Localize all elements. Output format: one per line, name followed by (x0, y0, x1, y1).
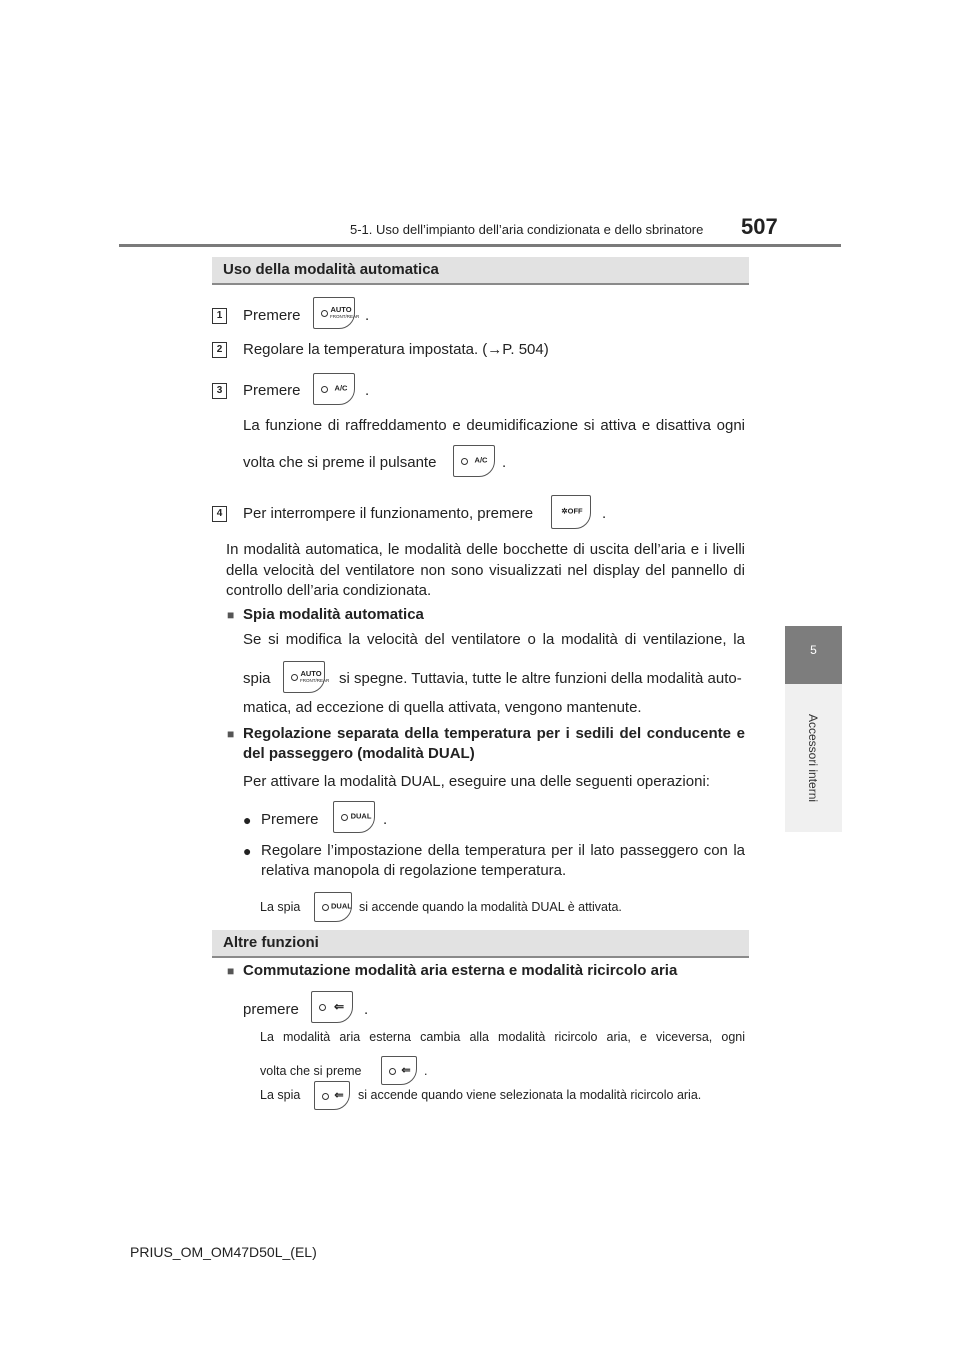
ac-button-icon (313, 373, 355, 405)
step-4-text: Per interrompere il funzionamento, premere (243, 505, 534, 522)
auto-button-sublabel: FRONT/REAR (330, 313, 360, 319)
recirculation-button-icon (314, 1081, 350, 1110)
square-bullet-icon: ■ (227, 727, 235, 741)
chapter-number: 5 (810, 643, 817, 657)
step-3-note-line-2: volta che si preme il pulsante (243, 454, 437, 471)
auto-button-label: AUTO (330, 304, 352, 314)
bullet-1-tail: . (383, 811, 388, 828)
step-4-tail: . (602, 505, 607, 522)
step-3-note-tail: . (502, 454, 507, 471)
recirc-note-line-3-pre: La spia (260, 1088, 301, 1102)
step-1-text: Premere (243, 307, 301, 324)
auto-para-line-1: In modalità automatica, le modalità delle bocchette di uscita dell’aria e i livelli (226, 541, 745, 558)
step-2-text: Regolare la temperatura impostata. (→P. 504) (243, 341, 549, 358)
step-3-tail: . (365, 382, 370, 399)
ac-button-label: A/C (474, 455, 488, 465)
auto-button-icon (313, 297, 360, 329)
section-heading-auto-mode (212, 257, 749, 285)
auto-button-sublabel: FRONT/REAR (300, 677, 330, 683)
recirculation-icon: ⇐ (334, 1089, 344, 1102)
step-3-note-line-1: La funzione di raffreddamento e deumidificazione si attiva e disattiva ogni (243, 417, 745, 434)
step-number-1: 1 (212, 308, 227, 324)
auto-para-line-2: della velocità del ventilatore non sono visualizzati nel display del pannello di (226, 562, 745, 579)
running-header: 5-1. Uso dell’impianto dell’aria condizionata e dello sbrinatore (350, 222, 704, 237)
recirc-note-line-2: volta che si preme (260, 1064, 362, 1078)
chapter-label: Accessori interni (806, 714, 820, 803)
header-rule (119, 244, 841, 247)
sub1-line-2-post: si spegne. Tuttavia, tutte le altre funzioni della modalità auto- (339, 670, 742, 687)
round-bullet-icon: ● (243, 812, 252, 828)
sub1-line-1: Se si modifica la velocità del ventilatore o la modalità di ventilazione, la (243, 631, 745, 648)
recirculation-button-icon (381, 1056, 417, 1085)
dual-note-post: si accende quando la modalità DUAL è attivata. (359, 900, 622, 914)
square-bullet-icon: ■ (227, 608, 235, 622)
auto-button-icon (283, 661, 330, 693)
sub2-heading-line-1: Regolazione separata della temperatura per i sedili del conducente e (243, 725, 745, 742)
auto-para-line-3: controllo dell’aria condizionata. (226, 582, 432, 599)
step-number-4: 4 (212, 506, 227, 522)
bullet-2-line-2: relativa manopola di regolazione temperatura. (261, 862, 567, 879)
recirc-note-line-1: La modalità aria esterna cambia alla modalità ricircolo aria, e viceversa, ogni (260, 1030, 745, 1044)
bullet-1-text: Premere (261, 811, 319, 828)
ac-button-icon (453, 445, 495, 477)
dual-note-pre: La spia (260, 900, 301, 914)
recirculation-icon: ⇐ (333, 999, 345, 1014)
off-button-icon (551, 495, 591, 529)
sub1-line-3: matica, ad eccezione di quella attivata, vengono mantenute. (243, 699, 642, 716)
ac-button-label: A/C (334, 383, 348, 393)
recirc-action-tail: . (364, 1001, 369, 1018)
sub-heading-recirc: Commutazione modalità aria esterna e modalità ricircolo aria (243, 962, 678, 979)
bullet-2-line-1: Regolare l’impostazione della temperatura per il lato passeggero con la (261, 842, 745, 859)
dual-button-icon (314, 892, 352, 922)
recirc-note-line-2-tail: . (424, 1064, 428, 1078)
dual-button-icon (333, 801, 375, 833)
section-heading-other-functions (212, 930, 749, 958)
section-title: Altre funzioni (223, 934, 319, 951)
step-number-2: 2 (212, 342, 227, 358)
sub2-intro: Per attivare la modalità DUAL, eseguire una delle seguenti operazioni: (243, 773, 710, 790)
recirc-note-line-3-post: si accende quando viene selezionata la modalità ricircolo aria. (358, 1088, 702, 1102)
sub2-heading-line-2: del passeggero (modalità DUAL) (243, 745, 475, 762)
recirculation-button-icon (311, 991, 353, 1023)
document-code: PRIUS_OM_OM47D50L_(EL) (130, 1244, 317, 1260)
recirc-action: premere (243, 1001, 299, 1018)
section-title: Uso della modalità automatica (223, 261, 439, 278)
dual-button-label: DUAL (331, 901, 352, 911)
step-3-text: Premere (243, 382, 301, 399)
off-button-label: OFF (567, 506, 583, 516)
round-bullet-icon: ● (243, 843, 252, 859)
dual-button-label: DUAL (350, 811, 372, 821)
sub1-line-2-pre: spia (243, 670, 271, 687)
recirculation-icon: ⇐ (401, 1064, 411, 1077)
step-number-3: 3 (212, 383, 227, 399)
fan-icon: ✲ (561, 506, 568, 516)
step-1-tail: . (365, 307, 370, 324)
page-number: 507 (741, 214, 778, 239)
square-bullet-icon: ■ (227, 964, 235, 978)
auto-button-label: AUTO (300, 668, 322, 678)
sub-heading-spia-auto: Spia modalità automatica (243, 606, 424, 623)
